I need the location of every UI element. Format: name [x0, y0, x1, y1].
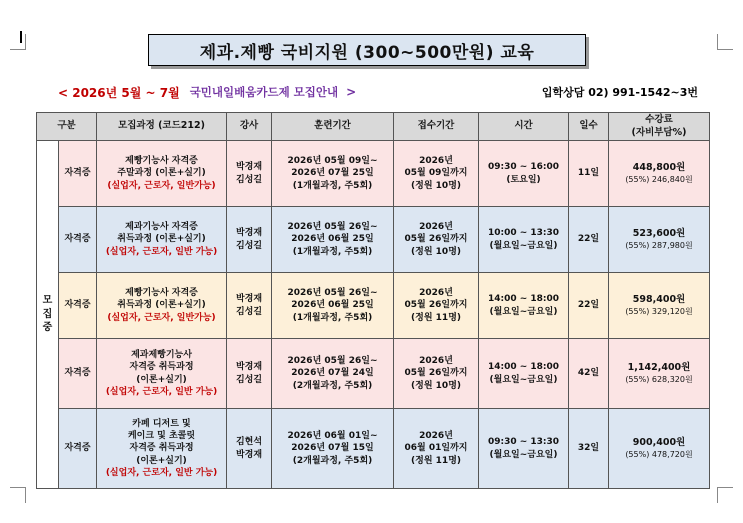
period-line: 2026년 07월 24일	[291, 368, 374, 379]
course-line: 제빵기능사 자격증	[125, 288, 198, 299]
row-period	[272, 273, 394, 339]
fee-amount: 598,400원	[632, 293, 686, 305]
time-line: 14:00 ~ 18:00	[487, 294, 560, 305]
header-row	[37, 113, 710, 141]
period-line: 2026년 06월 25일	[291, 234, 374, 245]
row-days: 42일	[569, 339, 609, 409]
course-line: 자격증 취득과정	[129, 443, 194, 454]
course-line: 제과기능사 자격증	[125, 222, 198, 233]
course-line: 카페 디저트 및	[132, 419, 191, 430]
row-period	[272, 141, 394, 207]
subheading	[58, 82, 698, 102]
crop-mark-bottom-left	[10, 487, 26, 503]
row-type: 자격증	[59, 339, 97, 409]
row-fee	[609, 409, 710, 489]
registration-line: (정원 11명)	[411, 312, 461, 323]
period-line: 2026년 05월 26일~	[287, 222, 378, 233]
period-line: (2개월과정, 주5회)	[292, 380, 373, 391]
crop-mark-bottom-right	[717, 487, 733, 503]
table-row	[37, 339, 710, 409]
period-line: 2026년 07월 15일	[291, 443, 374, 454]
row-fee	[609, 339, 710, 409]
course-line: 취득과정 (이론+실기)	[117, 300, 206, 311]
group-label-recruiting	[37, 141, 59, 489]
row-instructor	[227, 207, 272, 273]
registration-line: 2026년	[419, 431, 453, 442]
course-target: (실업자, 근로자, 일반가능)	[107, 312, 216, 323]
period-line: (2개월과정, 주5회)	[292, 455, 373, 466]
row-type: 자격증	[59, 273, 97, 339]
header-fee-line2: (자비부담%)	[631, 126, 687, 138]
row-type: 자격증	[59, 207, 97, 273]
registration-line: 06월 01일까지	[404, 443, 468, 454]
course-schedule-table	[36, 112, 710, 489]
header-fee-line1: 수강료	[645, 113, 673, 125]
period-line: (1개월과정, 주5회)	[292, 180, 373, 191]
course-target: (실업자, 근로자, 일반 가능)	[105, 467, 218, 478]
row-time	[479, 409, 569, 489]
registration-line: 05월 09일까지	[404, 168, 468, 179]
registration-line: 2026년	[419, 356, 453, 367]
instructor-name: 박경재	[235, 362, 263, 373]
registration-line: (정원 10명)	[411, 380, 461, 391]
header-course: 모집과정 (코드212)	[97, 113, 227, 141]
table-row	[37, 207, 710, 273]
table-row	[37, 141, 710, 207]
header-days: 일수	[569, 113, 609, 141]
registration-line: 05월 26일까지	[404, 368, 468, 379]
course-target: (실업자, 근로자, 일반가능)	[107, 180, 216, 191]
time-line: (토요일)	[506, 174, 541, 185]
row-registration	[394, 409, 479, 489]
period-announcement: < 2026년 5월 ~ 7월	[58, 85, 180, 100]
period-line: 2026년 05월 26일~	[287, 356, 378, 367]
card-notice: 국민내일배움카드제 모집안내	[189, 85, 339, 99]
self-pay-amount: (55%) 478,720원	[625, 449, 693, 459]
row-period	[272, 207, 394, 273]
instructor-name: 박경재	[235, 162, 263, 173]
row-instructor	[227, 141, 272, 207]
table-row	[37, 273, 710, 339]
instructor-name: 김성길	[235, 374, 263, 385]
row-instructor	[227, 339, 272, 409]
registration-line: 2026년	[419, 222, 453, 233]
row-course	[97, 207, 227, 273]
registration-line: 2026년	[419, 156, 453, 167]
row-type: 자격증	[59, 409, 97, 489]
course-line: 제과제빵기능사	[131, 350, 192, 361]
row-course	[97, 273, 227, 339]
row-time	[479, 207, 569, 273]
row-time	[479, 273, 569, 339]
course-line: 취득과정 (이론+실기)	[117, 234, 206, 245]
row-period	[272, 339, 394, 409]
row-registration	[394, 207, 479, 273]
time-line: (월요일~금요일)	[489, 240, 558, 251]
period-line: 2026년 06월 01일~	[287, 431, 378, 442]
header-instructor: 강사	[227, 113, 272, 141]
group-label-char: 집	[42, 308, 53, 320]
instructor-name: 김현석	[235, 437, 263, 448]
row-type: 자격증	[59, 141, 97, 207]
header-registration: 접수기간	[394, 113, 479, 141]
time-line: 10:00 ~ 13:30	[487, 228, 560, 239]
header-period: 훈련기간	[272, 113, 394, 141]
time-line: (월요일~금요일)	[489, 374, 558, 385]
row-period	[272, 409, 394, 489]
registration-line: 2026년	[419, 288, 453, 299]
course-target: (실업자, 근로자, 일반 가능)	[105, 246, 218, 257]
fee-amount: 523,600원	[632, 227, 686, 239]
period-line: 2026년 06월 25일	[291, 300, 374, 311]
document-title: 제과.제빵 국비지원 (300~500만원) 교육	[148, 34, 586, 66]
registration-line: 05월 26일까지	[404, 234, 468, 245]
self-pay-amount: (55%) 246,840원	[625, 174, 693, 184]
fee-amount: 1,142,400원	[627, 361, 691, 373]
course-line: 자격증 취득과정	[129, 362, 194, 373]
time-line: (월요일~금요일)	[489, 449, 558, 460]
registration-line: (정원 10명)	[411, 180, 461, 191]
period-line: 2026년 07월 25일	[291, 168, 374, 179]
table-row	[37, 409, 710, 489]
time-line: 14:00 ~ 18:00	[487, 362, 560, 373]
course-line: (이론+실기)	[136, 455, 187, 466]
header-fee	[609, 113, 710, 141]
row-instructor	[227, 409, 272, 489]
instructor-name: 김성길	[235, 306, 263, 317]
fee-amount: 900,400원	[632, 436, 686, 448]
row-days: 22일	[569, 207, 609, 273]
time-line: 09:30 ~ 13:30	[487, 437, 560, 448]
group-label-char: 모	[42, 295, 53, 307]
row-registration	[394, 339, 479, 409]
row-fee	[609, 273, 710, 339]
period-line: 2026년 05월 26일~	[287, 288, 378, 299]
closing-arrow: >	[346, 85, 357, 99]
crop-mark-top-left	[10, 34, 26, 50]
group-label-char: 중	[42, 322, 53, 334]
course-line: 주말과정 (이론+실기)	[117, 168, 206, 179]
row-fee	[609, 141, 710, 207]
instructor-name: 김성길	[235, 240, 263, 251]
row-course	[97, 409, 227, 489]
row-course	[97, 141, 227, 207]
contact-phone: 입학상담 02) 991-1542~3번	[541, 86, 698, 99]
self-pay-amount: (55%) 287,980원	[625, 240, 693, 250]
period-line: 2026년 05월 09일~	[287, 156, 378, 167]
instructor-name: 박경재	[235, 294, 263, 305]
row-registration	[394, 141, 479, 207]
time-line: (월요일~금요일)	[489, 306, 558, 317]
course-line: 케이크 및 초콜릿	[127, 431, 196, 442]
header-time: 시간	[479, 113, 569, 141]
time-line: 09:30 ~ 16:00	[487, 162, 560, 173]
row-days: 32일	[569, 409, 609, 489]
crop-mark-top-right	[717, 34, 733, 50]
fee-amount: 448,800원	[632, 161, 686, 173]
row-registration	[394, 273, 479, 339]
course-line: 제빵기능사 자격증	[125, 156, 198, 167]
row-course	[97, 339, 227, 409]
instructor-name: 김성길	[235, 174, 263, 185]
instructor-name: 박경재	[235, 228, 263, 239]
registration-line: (정원 11명)	[411, 455, 461, 466]
row-days: 22일	[569, 273, 609, 339]
row-days: 11일	[569, 141, 609, 207]
row-time	[479, 141, 569, 207]
row-fee	[609, 207, 710, 273]
period-line: (1개월과정, 주5회)	[292, 312, 373, 323]
self-pay-amount: (55%) 628,320원	[625, 374, 693, 384]
registration-line: (정원 10명)	[411, 246, 461, 257]
row-time	[479, 339, 569, 409]
instructor-name: 박경재	[235, 449, 263, 460]
registration-line: 05월 26일까지	[404, 300, 468, 311]
header-category: 구분	[37, 113, 97, 141]
course-target: (실업자, 근로자, 일반 가능)	[105, 386, 218, 397]
self-pay-amount: (55%) 329,120원	[625, 306, 693, 316]
row-instructor	[227, 273, 272, 339]
course-line: (이론+실기)	[136, 374, 187, 385]
period-line: (1개월과정, 주5회)	[292, 246, 373, 257]
